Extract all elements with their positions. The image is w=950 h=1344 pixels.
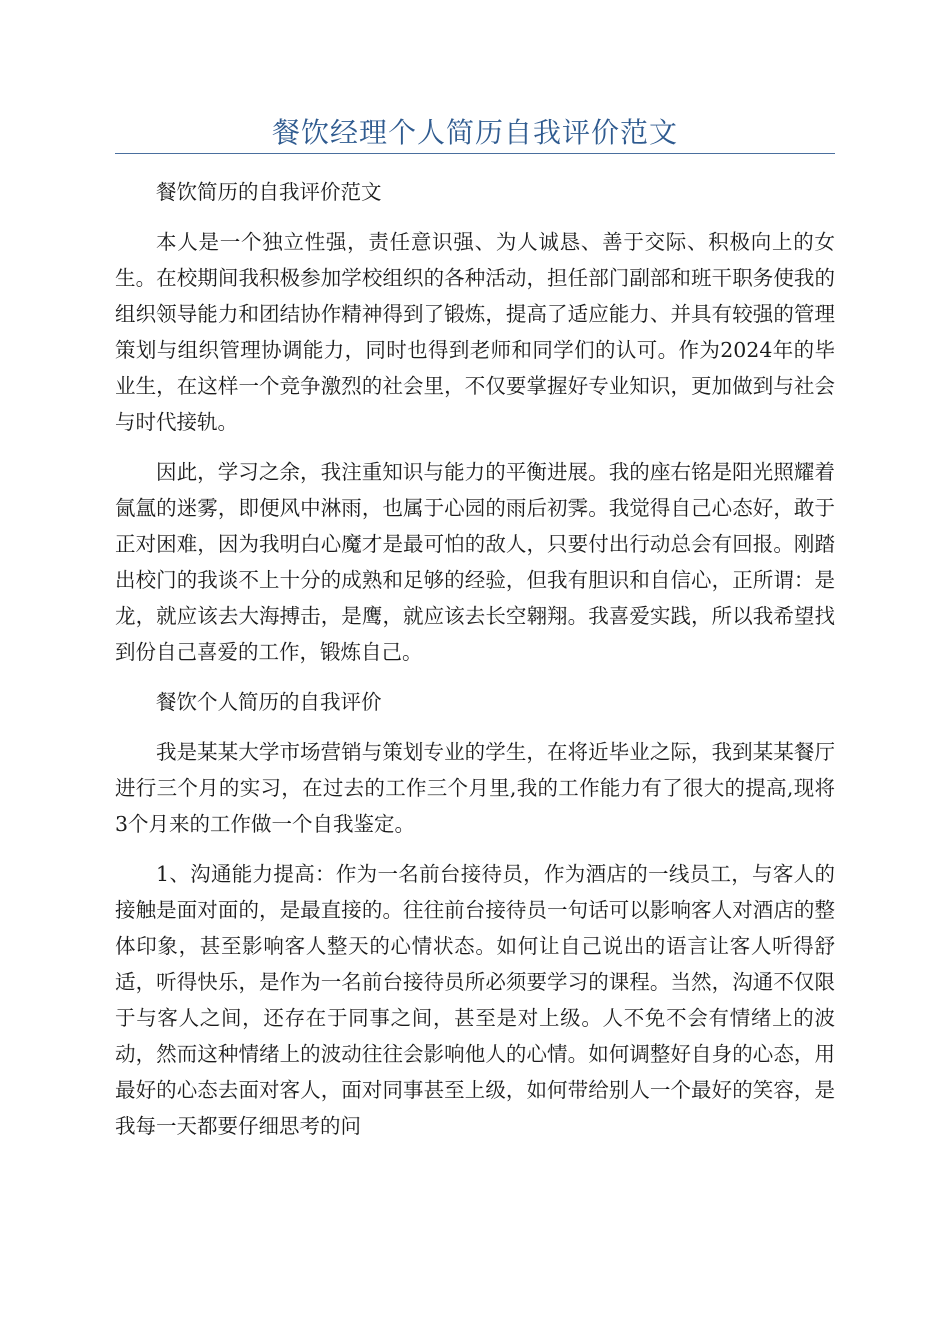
document-page [115, 0, 835, 1344]
paragraph-internship-summary: 我是某某大学市场营销与策划专业的学生，在将近毕业之际，我到某某餐厅进行三个月的实习，在过去的工作三个月里,我的工作能力有了很大的提高,现将3个月来的工作做一个自我鉴定。 [115, 740, 835, 836]
section-heading-resume-self-evaluation: 餐饮简历的自我评价范文 [156, 180, 382, 204]
paragraph-balance-of-knowledge: 因此，学习之余，我注重知识与能力的平衡进展。我的座右铭是阳光照耀着氤氲的迷雾，即便风中淋雨，也属于心园的雨后初霁。我觉得自己心态好，敢于正对困难，因为我明白心魔才是最可怕的敌人，只要付出行动总会有回报。刚踏出校门的我谈不上十分的成熟和足够的经验，但我有胆识和自信心，正所谓：是龙，就应该去大海搏击，是鹰，就应该去长空翱翔。我喜爱实践，所以我希望找到份自己喜爱的工作，锻炼自己。 [115, 460, 835, 664]
paragraph-communication-skills: 1、沟通能力提高：作为一名前台接待员，作为酒店的一线员工，与客人的接触是面对面的，是最直接的。往往前台接待员一句话可以影响客人对酒店的整体印象，甚至影响客人整天的心情状态。如何让自己说出的语言让客人听得舒适，听得快乐，是作为一名前台接待员所必须要学习的课程。当然，沟通不仅限于与客人之间，还存在于同事之间，甚至是对上级。人不免不会有情绪上的波动，然而这种情绪上的波动往往会影响他人的心情。如何调整好自身的心态，用最好的心态去面对客人，面对同事甚至上级，如何带给别人一个最好的笑容，是我每一天都要仔细思考的问 [115, 862, 835, 1138]
section-heading-personal-resume-evaluation: 餐饮个人简历的自我评价 [156, 690, 382, 714]
paragraph-personal-introduction: 本人是一个独立性强，责任意识强、为人诚恳、善于交际、积极向上的女生。在校期间我积极参加学校组织的各种活动，担任部门副部和班干职务使我的组织领导能力和团结协作精神得到了锻炼，提高了适应能力、并具有较强的管理策划与组织管理协调能力，同时也得到老师和同学们的认可。作为2024年的毕业生，在这样一个竞争激烈的社会里，不仅要掌握好专业知识，更加做到与社会与时代接轨。 [115, 230, 835, 434]
document-body [115, 174, 835, 1144]
document-title: 餐饮经理个人简历自我评价范文 [271, 116, 678, 149]
title-underline [115, 153, 835, 154]
